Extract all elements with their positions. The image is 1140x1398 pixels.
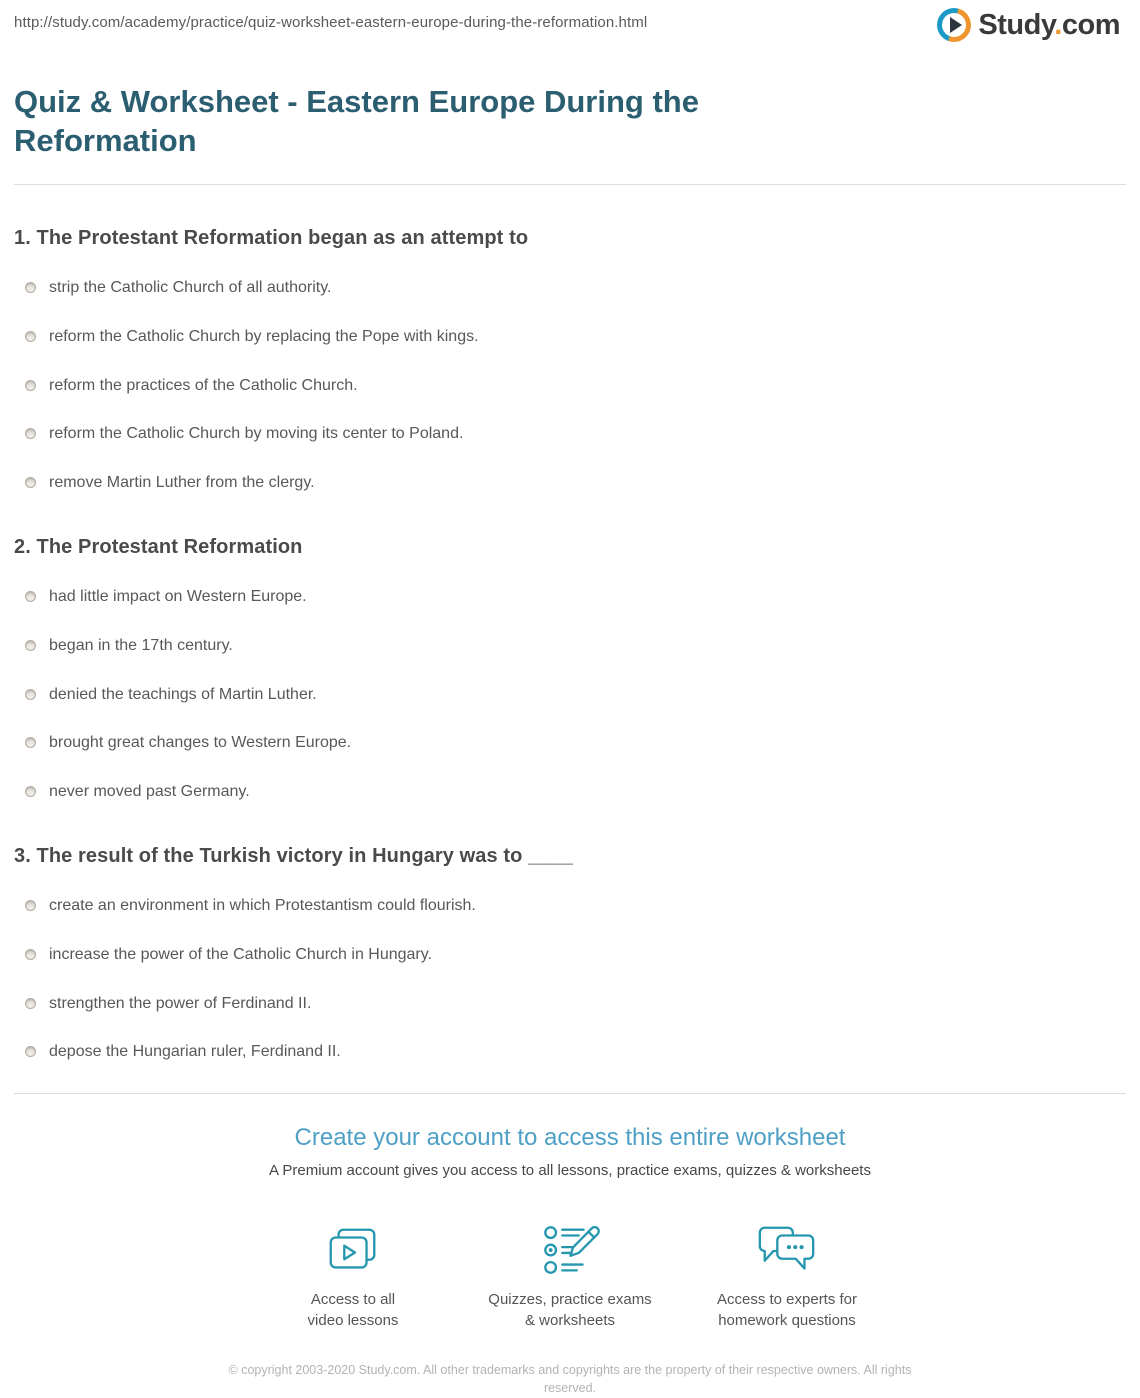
answer-label: reform the Catholic Church by replacing the Pope with kings. [49, 327, 479, 345]
feature-homework-experts [679, 1217, 896, 1331]
answer-option[interactable] [14, 733, 1126, 754]
question-heading: 2. The Protestant Reformation [14, 536, 303, 559]
answer-label: create an environment in which Protestantism could flourish. [49, 897, 476, 915]
question-1 [14, 227, 1126, 494]
radio-button[interactable] [25, 428, 36, 439]
page-title: Quiz & Worksheet - Eastern Europe During the Reformation [14, 84, 699, 159]
answer-label: strip the Catholic Church of all authority. [49, 279, 332, 297]
radio-button[interactable] [25, 282, 36, 293]
radio-button[interactable] [25, 900, 36, 911]
answer-option[interactable] [14, 587, 1126, 608]
page-url: http://study.com/academy/practice/quiz-worksheet-eastern-europe-during-the-reformation.html [14, 14, 648, 31]
answer-option[interactable] [14, 473, 1126, 494]
radio-button[interactable] [25, 331, 36, 342]
feature-quizzes-worksheets [462, 1217, 679, 1331]
answer-label: reform the Catholic Church by moving its center to Poland. [49, 425, 464, 443]
radio-button[interactable] [25, 477, 36, 488]
radio-button[interactable] [25, 640, 36, 651]
radio-button[interactable] [25, 737, 36, 748]
radio-button[interactable] [25, 591, 36, 602]
cta-subtitle: A Premium account gives you access to all lessons, practice exams, quizzes & worksheets [269, 1162, 871, 1180]
footer-divider [14, 1093, 1126, 1094]
answer-option[interactable] [14, 782, 1126, 803]
answer-label: remove Martin Luther from the clergy. [49, 474, 315, 492]
radio-button[interactable] [25, 689, 36, 700]
answer-label: began in the 17th century. [49, 636, 233, 654]
feature-label: Access to experts for homework questions [716, 1291, 858, 1330]
answer-label: reform the practices of the Catholic Church. [49, 376, 358, 394]
logo-wordmark: Study.com [978, 8, 1120, 41]
radio-button[interactable] [25, 786, 36, 797]
question-2 [14, 536, 1126, 803]
answer-label: brought great changes to Western Europe. [49, 734, 352, 752]
answer-option[interactable] [14, 278, 1126, 299]
answer-option[interactable] [14, 636, 1126, 657]
answer-option[interactable] [14, 896, 1126, 917]
answer-option[interactable] [14, 424, 1126, 445]
radio-button[interactable] [25, 998, 36, 1009]
title-divider [14, 184, 1126, 185]
answer-option[interactable] [14, 685, 1126, 706]
answer-label: increase the power of the Catholic Church in Hungary. [49, 945, 433, 963]
answer-option[interactable] [14, 1042, 1126, 1063]
radio-button[interactable] [25, 1046, 36, 1057]
feature-label: Access to all video lessons [307, 1291, 399, 1330]
feature-label: Quizzes, practice exams & worksheets [488, 1291, 652, 1330]
chat-bubbles-icon [679, 1217, 896, 1279]
answer-label: never moved past Germany. [49, 783, 250, 801]
radio-button[interactable] [25, 380, 36, 391]
cta-section [0, 1124, 1140, 1397]
answer-option[interactable] [14, 327, 1126, 348]
quiz-pencil-icon [462, 1217, 679, 1279]
question-3 [14, 845, 1126, 1063]
quiz-body [14, 227, 1126, 1063]
copyright-notice: © copyright 2003-2020 Study.com. All other trademarks and copyrights are the property of their respective owners. All rights reserved. [228, 1363, 912, 1396]
question-heading: 1. The Protestant Reformation began as an attempt to [14, 227, 529, 250]
answer-option[interactable] [14, 994, 1126, 1015]
answer-label: had little impact on Western Europe. [49, 588, 307, 606]
cta-title: Create your account to access this entire worksheet [294, 1124, 846, 1152]
study-com-logo[interactable] [937, 8, 1120, 42]
answer-option[interactable] [14, 945, 1126, 966]
radio-button[interactable] [25, 949, 36, 960]
answer-label: denied the teachings of Martin Luther. [49, 685, 317, 703]
answer-option[interactable] [14, 376, 1126, 397]
features-row [0, 1217, 1140, 1331]
play-circle-logo-icon [937, 8, 971, 42]
answer-label: strengthen the power of Ferdinand II. [49, 994, 312, 1012]
page-header [0, 0, 1140, 56]
video-lessons-icon [245, 1217, 462, 1279]
answer-label: depose the Hungarian ruler, Ferdinand II. [49, 1043, 341, 1061]
question-heading: 3. The result of the Turkish victory in Hungary was to ____ [14, 845, 574, 868]
feature-video-lessons [245, 1217, 462, 1331]
